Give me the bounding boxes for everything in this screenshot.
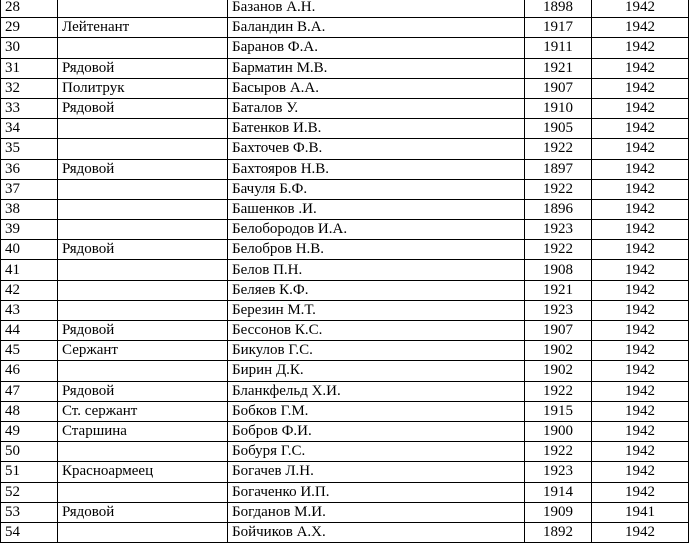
rank-cell: Рядовой [58, 381, 228, 401]
name-cell: Богданов М.И. [228, 502, 525, 522]
rank-cell [58, 442, 228, 462]
roster-body [1, 0, 689, 543]
name-cell: Богаченко И.П. [228, 482, 525, 502]
rank-cell [58, 522, 228, 542]
name-cell: Бобков Г.М. [228, 401, 525, 421]
birth-year-cell: 1921 [525, 280, 592, 300]
rank-cell [58, 300, 228, 320]
birth-year-cell: 1909 [525, 502, 592, 522]
row-number: 28 [1, 0, 58, 18]
rank-cell [58, 482, 228, 502]
death-year-cell: 1942 [592, 462, 689, 482]
table-row [1, 199, 689, 219]
rank-cell [58, 0, 228, 18]
rank-cell: Старшина [58, 421, 228, 441]
death-year-cell: 1942 [592, 522, 689, 542]
row-number: 30 [1, 38, 58, 58]
death-year-cell: 1942 [592, 179, 689, 199]
rank-cell [58, 139, 228, 159]
table-row [1, 522, 689, 542]
name-cell: Бессонов К.С. [228, 321, 525, 341]
row-number: 46 [1, 361, 58, 381]
name-cell: Белов П.Н. [228, 260, 525, 280]
row-number: 44 [1, 321, 58, 341]
death-year-cell: 1942 [592, 421, 689, 441]
name-cell: Басыров А.А. [228, 78, 525, 98]
table-row [1, 220, 689, 240]
table-row [1, 321, 689, 341]
row-number: 34 [1, 119, 58, 139]
death-year-cell: 1942 [592, 119, 689, 139]
name-cell: Бобров Ф.И. [228, 421, 525, 441]
rank-cell [58, 38, 228, 58]
name-cell: Бахточев Ф.В. [228, 139, 525, 159]
table-row [1, 421, 689, 441]
name-cell: Богачев Л.Н. [228, 462, 525, 482]
birth-year-cell: 1917 [525, 18, 592, 38]
row-number: 49 [1, 421, 58, 441]
death-year-cell: 1942 [592, 300, 689, 320]
name-cell: Бахтояров Н.В. [228, 159, 525, 179]
row-number: 41 [1, 260, 58, 280]
rank-cell: Ст. сержант [58, 401, 228, 421]
death-year-cell: 1942 [592, 18, 689, 38]
rank-cell: Рядовой [58, 502, 228, 522]
table-row [1, 240, 689, 260]
row-number: 53 [1, 502, 58, 522]
birth-year-cell: 1922 [525, 442, 592, 462]
row-number: 45 [1, 341, 58, 361]
row-number: 51 [1, 462, 58, 482]
death-year-cell: 1942 [592, 38, 689, 58]
row-number: 33 [1, 98, 58, 118]
row-number: 29 [1, 18, 58, 38]
name-cell: Баландин В.А. [228, 18, 525, 38]
name-cell: Барматин М.В. [228, 58, 525, 78]
rank-cell [58, 199, 228, 219]
death-year-cell: 1942 [592, 341, 689, 361]
birth-year-cell: 1921 [525, 58, 592, 78]
birth-year-cell: 1896 [525, 199, 592, 219]
death-year-cell: 1942 [592, 240, 689, 260]
birth-year-cell: 1898 [525, 0, 592, 18]
birth-year-cell: 1908 [525, 260, 592, 280]
death-year-cell: 1941 [592, 502, 689, 522]
name-cell: Бойчиков А.Х. [228, 522, 525, 542]
birth-year-cell: 1915 [525, 401, 592, 421]
row-number: 36 [1, 159, 58, 179]
rank-cell: Красноармеец [58, 462, 228, 482]
death-year-cell: 1942 [592, 361, 689, 381]
table-row [1, 341, 689, 361]
death-year-cell: 1942 [592, 98, 689, 118]
death-year-cell: 1942 [592, 381, 689, 401]
rank-cell [58, 280, 228, 300]
rank-cell: Рядовой [58, 98, 228, 118]
name-cell: Беляев К.Ф. [228, 280, 525, 300]
table-row [1, 179, 689, 199]
table-row [1, 300, 689, 320]
row-number: 31 [1, 58, 58, 78]
name-cell: Бланкфельд Х.И. [228, 381, 525, 401]
rank-cell: Сержант [58, 341, 228, 361]
table-row [1, 361, 689, 381]
name-cell: Бирин Д.К. [228, 361, 525, 381]
death-year-cell: 1942 [592, 78, 689, 98]
name-cell: Баранов Ф.А. [228, 38, 525, 58]
row-number: 54 [1, 522, 58, 542]
rank-cell: Рядовой [58, 58, 228, 78]
row-number: 48 [1, 401, 58, 421]
table-row [1, 442, 689, 462]
name-cell: Башенков .И. [228, 199, 525, 219]
name-cell: Баталов У. [228, 98, 525, 118]
death-year-cell: 1942 [592, 401, 689, 421]
table-row [1, 78, 689, 98]
death-year-cell: 1942 [592, 159, 689, 179]
birth-year-cell: 1922 [525, 179, 592, 199]
birth-year-cell: 1923 [525, 300, 592, 320]
table-row [1, 18, 689, 38]
row-number: 52 [1, 482, 58, 502]
death-year-cell: 1942 [592, 220, 689, 240]
rank-cell: Политрук [58, 78, 228, 98]
birth-year-cell: 1907 [525, 321, 592, 341]
name-cell: Белобородов И.А. [228, 220, 525, 240]
rank-cell [58, 179, 228, 199]
birth-year-cell: 1923 [525, 462, 592, 482]
name-cell: Белобров Н.В. [228, 240, 525, 260]
table-row [1, 401, 689, 421]
table-row [1, 280, 689, 300]
table-row [1, 482, 689, 502]
death-year-cell: 1942 [592, 139, 689, 159]
death-year-cell: 1942 [592, 321, 689, 341]
name-cell: Батенков И.В. [228, 119, 525, 139]
birth-year-cell: 1892 [525, 522, 592, 542]
rank-cell [58, 220, 228, 240]
death-year-cell: 1942 [592, 442, 689, 462]
death-year-cell: 1942 [592, 58, 689, 78]
birth-year-cell: 1914 [525, 482, 592, 502]
row-number: 38 [1, 199, 58, 219]
row-number: 40 [1, 240, 58, 260]
row-number: 42 [1, 280, 58, 300]
rank-cell: Рядовой [58, 240, 228, 260]
birth-year-cell: 1910 [525, 98, 592, 118]
row-number: 37 [1, 179, 58, 199]
name-cell: Базанов А.Н. [228, 0, 525, 18]
death-year-cell: 1942 [592, 280, 689, 300]
birth-year-cell: 1922 [525, 240, 592, 260]
death-year-cell: 1942 [592, 0, 689, 18]
table-row [1, 58, 689, 78]
name-cell: Березин М.Т. [228, 300, 525, 320]
birth-year-cell: 1923 [525, 220, 592, 240]
table-row [1, 119, 689, 139]
name-cell: Бобуря Г.С. [228, 442, 525, 462]
birth-year-cell: 1900 [525, 421, 592, 441]
row-number: 35 [1, 139, 58, 159]
table-row [1, 502, 689, 522]
row-number: 47 [1, 381, 58, 401]
row-number: 43 [1, 300, 58, 320]
row-number: 32 [1, 78, 58, 98]
birth-year-cell: 1911 [525, 38, 592, 58]
death-year-cell: 1942 [592, 482, 689, 502]
birth-year-cell: 1922 [525, 381, 592, 401]
row-number: 50 [1, 442, 58, 462]
table-row [1, 98, 689, 118]
death-year-cell: 1942 [592, 199, 689, 219]
birth-year-cell: 1907 [525, 78, 592, 98]
rank-cell: Рядовой [58, 159, 228, 179]
table-row [1, 260, 689, 280]
table-row [1, 159, 689, 179]
name-cell: Бикулов Г.С. [228, 341, 525, 361]
birth-year-cell: 1902 [525, 341, 592, 361]
rank-cell [58, 361, 228, 381]
rank-cell: Рядовой [58, 321, 228, 341]
birth-year-cell: 1905 [525, 119, 592, 139]
name-cell: Бачуля Б.Ф. [228, 179, 525, 199]
table-row [1, 38, 689, 58]
birth-year-cell: 1922 [525, 139, 592, 159]
birth-year-cell: 1902 [525, 361, 592, 381]
table-row [1, 381, 689, 401]
row-number: 39 [1, 220, 58, 240]
table-row [1, 0, 689, 18]
table-row [1, 462, 689, 482]
rank-cell: Лейтенант [58, 18, 228, 38]
table-row [1, 139, 689, 159]
birth-year-cell: 1897 [525, 159, 592, 179]
rank-cell [58, 260, 228, 280]
rank-cell [58, 119, 228, 139]
death-year-cell: 1942 [592, 260, 689, 280]
